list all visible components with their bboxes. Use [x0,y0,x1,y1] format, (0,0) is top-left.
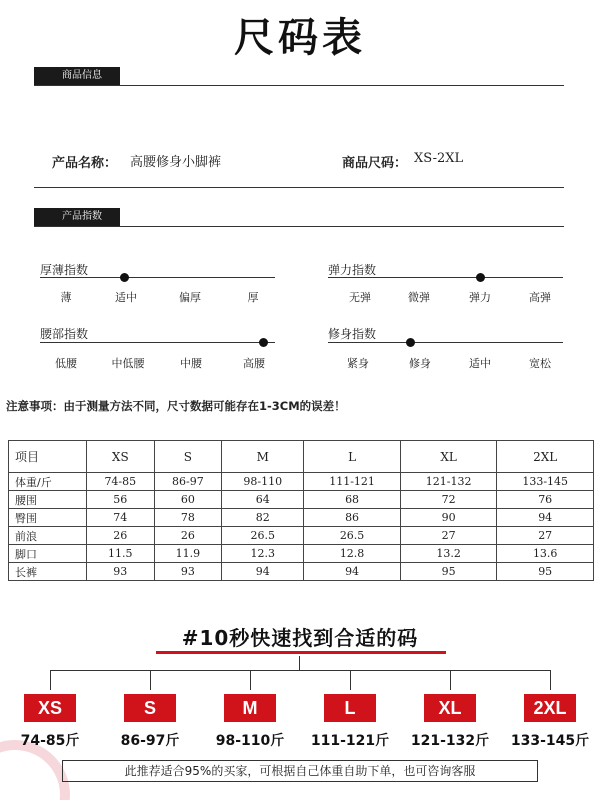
scale-line [40,277,275,278]
table-cell: 60 [154,491,222,509]
tree-connector [50,670,51,690]
table-cell: 74-85 [87,473,155,491]
table-cell: 86-97 [154,473,222,491]
table-cell: 133-145 [497,473,594,491]
table-cell: 11.9 [154,545,222,563]
tree-connector [50,670,550,671]
section-tag-product-index: 产品指数 [34,208,120,226]
table-cell: 26.5 [304,527,401,545]
product-size-value: XS-2XL [414,151,464,166]
table-cell: 95 [497,563,594,581]
section-divider [34,85,564,86]
table-cell: 64 [222,491,304,509]
scale-option: 偏厚 [179,291,201,304]
table-cell: 76 [497,491,594,509]
scale-marker [259,338,268,347]
size-table [8,440,594,581]
size-badge-xs: XS [24,694,76,722]
scale-option: 修身 [409,357,431,370]
tree-connector [450,670,451,690]
table-row-header: 臀围 [9,509,87,527]
table-cell: 26 [87,527,155,545]
tree-connector [299,656,300,670]
table-row-header: 体重/斤 [9,473,87,491]
size-badge-2xl: 2XL [524,694,576,722]
tree-connector [350,670,351,690]
table-cell: 94 [304,563,401,581]
scale-option: 高弹 [529,291,551,304]
scale-option: 薄 [60,291,72,304]
table-cell: 27 [497,527,594,545]
table-cell: 95 [400,563,497,581]
size-weight-range: 86-97斤 [120,733,180,749]
table-header-cell: M [222,441,304,473]
scale-marker [476,273,485,282]
size-badge-s: S [124,694,176,722]
product-name-label: 产品名称： [52,156,118,171]
table-cell: 90 [400,509,497,527]
table-header-cell: L [304,441,401,473]
table-cell: 98-110 [222,473,304,491]
table-header-cell: XS [87,441,155,473]
table-row-header: 长裤 [9,563,87,581]
table-header-cell: 2XL [497,441,594,473]
scale-option: 中低腰 [111,357,145,370]
scale-line [328,342,563,343]
product-size-label: 商品尺码： [342,156,408,171]
table-cell: 121-132 [400,473,497,491]
size-weight-range: 111-121斤 [310,733,390,749]
table-header-row [9,441,594,473]
table-header-cell: XL [400,441,497,473]
tree-connector [550,670,551,690]
table-header-cell: 项目 [9,441,87,473]
scale-title: 修身指数 [328,327,377,341]
quick-finder-underline [156,651,446,654]
scale-marker [120,273,129,282]
table-cell: 13.2 [400,545,497,563]
table-cell: 68 [304,491,401,509]
scale-title: 厚薄指数 [40,263,89,277]
scale-option: 弹力 [469,291,491,304]
table-cell: 94 [497,509,594,527]
table-cell: 94 [222,563,304,581]
size-badge-xl: XL [424,694,476,722]
table-cell: 13.6 [497,545,594,563]
table-cell: 111-121 [304,473,401,491]
size-weight-range: 98-110斤 [215,733,285,749]
scale-marker [406,338,415,347]
table-cell: 27 [400,527,497,545]
table-cell: 12.8 [304,545,401,563]
size-weight-range: 133-145斤 [510,733,590,749]
table-row [9,491,594,509]
table-row [9,527,594,545]
section-divider [34,187,564,188]
tree-connector [250,670,251,690]
table-row [9,473,594,491]
table-row-header: 前浪 [9,527,87,545]
section-tag-product-info: 商品信息 [34,67,120,85]
table-row [9,563,594,581]
table-cell: 78 [154,509,222,527]
quick-finder-title: #10秒快速找到合适的码 [181,626,419,650]
scale-option: 中腰 [180,357,202,370]
scale-option: 微弹 [408,291,430,304]
table-cell: 26 [154,527,222,545]
size-badge-m: M [224,694,276,722]
table-cell: 26.5 [222,527,304,545]
table-row-header: 腰围 [9,491,87,509]
page-title: 尺码表 [234,15,366,61]
table-cell: 56 [87,491,155,509]
table-row-header: 脚口 [9,545,87,563]
table-cell: 72 [400,491,497,509]
table-cell: 93 [87,563,155,581]
table-header-cell: S [154,441,222,473]
table-cell: 82 [222,509,304,527]
size-weight-range: 74-85斤 [20,733,80,749]
size-badge-l: L [324,694,376,722]
section-divider [34,226,564,227]
scale-option: 适中 [469,357,491,370]
table-cell: 11.5 [87,545,155,563]
scale-option: 宽松 [529,357,551,370]
table-row [9,545,594,563]
table-cell: 12.3 [222,545,304,563]
scale-option: 低腰 [55,357,77,370]
scale-option: 无弹 [349,291,371,304]
scale-line [40,342,275,343]
product-name-value: 高腰修身小脚裤 [130,155,222,170]
scale-line [328,277,563,278]
scale-option: 高腰 [243,357,265,370]
size-weight-range: 121-132斤 [410,733,490,749]
table-row [9,509,594,527]
scale-option: 厚 [247,291,259,304]
table-cell: 74 [87,509,155,527]
scale-title: 弹力指数 [328,263,377,277]
table-cell: 93 [154,563,222,581]
scale-title: 腰部指数 [40,327,89,341]
table-cell: 86 [304,509,401,527]
scale-option: 紧身 [347,357,369,370]
tree-connector [150,670,151,690]
scale-option: 适中 [115,291,137,304]
recommendation-footnote: 此推荐适合95%的买家，可根据自己体重自助下单，也可咨询客服 [62,760,538,782]
measurement-note: 注意事项：由于测量方法不同，尺寸数据可能存在1-3CM的误差！ [6,399,346,413]
